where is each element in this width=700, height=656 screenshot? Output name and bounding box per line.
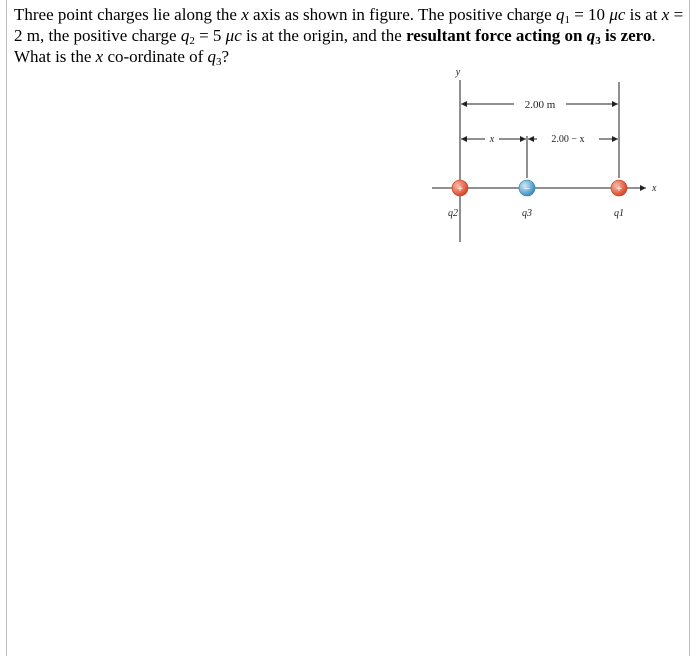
charge-q1-sign: + bbox=[615, 183, 623, 195]
bold-condition: resultant force acting on $q_3$ is zero bbox=[406, 26, 652, 47]
dimension-2-minus-x-label: 2.00 − x bbox=[551, 134, 585, 145]
charge-q3 bbox=[519, 180, 535, 196]
charge-q1 bbox=[611, 180, 627, 196]
label-q1: q1 bbox=[614, 208, 624, 219]
charge-q2-sign: + bbox=[456, 183, 464, 195]
problem-statement: Three point charges lie along the x axis as shown in figure. The positive charge $q_1 = 10$ μc is at x = 2 m, the positive charge $q_2 = 5$ μc is at the origin, and the resultant force acting on $q_3$ is zero. What is the x co-ordinate of $q_3$? bbox=[14, 5, 684, 68]
label-q2: q2 bbox=[448, 208, 458, 219]
charge-diagram bbox=[420, 62, 680, 242]
distance-total-label: 2.00 m bbox=[524, 99, 556, 111]
charge-q2 bbox=[452, 180, 468, 196]
y-axis-label: y bbox=[455, 67, 461, 78]
charge-q3-sign: − bbox=[523, 183, 531, 195]
dimension-x-label: x bbox=[489, 134, 495, 145]
label-q3: q3 bbox=[522, 208, 532, 219]
x-axis-label: x bbox=[652, 183, 657, 194]
